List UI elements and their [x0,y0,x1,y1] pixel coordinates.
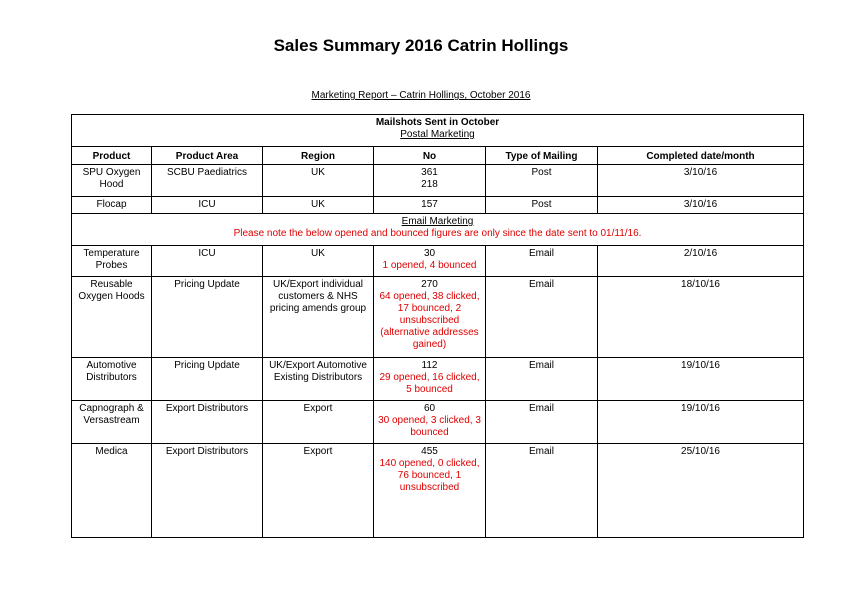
cell-date: 3/10/16 [598,165,804,197]
cell-type: Email [486,358,598,401]
cell-date: 2/10/16 [598,246,804,277]
table-row [72,358,804,401]
no-value: 361 [421,167,438,178]
cell-product: SPU Oxygen Hood [72,165,152,197]
page-title: Sales Summary 2016 Catrin Hollings [273,36,569,55]
cell-date: 19/10/16 [598,358,804,401]
table-row [72,444,804,538]
cell-type: Post [486,165,598,197]
cell-product: Temperature Probes [72,246,152,277]
email-stats: 140 opened, 0 clicked, 76 bounced, 1 unsubscribed [379,458,480,493]
no-value: 270 [421,279,438,290]
table-row [72,197,804,214]
cell-no [374,444,486,538]
cell-no [374,358,486,401]
col-header-area: Product Area [152,147,263,165]
cell-region: UK [263,246,374,277]
email-section-cell [72,214,804,246]
cell-area: Export Distributors [152,401,263,444]
table-heading-cell [72,115,804,147]
cell-product: Medica [72,444,152,538]
cell-date: 18/10/16 [598,277,804,358]
no-value: 60 [423,403,436,414]
cell-area: Pricing Update [152,358,263,401]
no-value: 455 [421,446,438,457]
cell-date: 19/10/16 [598,401,804,444]
cell-region: Export [263,401,374,444]
col-header-product: Product [72,147,152,165]
cell-area: Pricing Update [152,277,263,358]
col-header-no: No [374,147,486,165]
col-header-type: Type of Mailing [486,147,598,165]
cell-product: Flocap [72,197,152,214]
email-stats: 30 opened, 3 clicked, 3 bounced [378,415,481,438]
cell-no [374,246,486,277]
cell-date: 25/10/16 [598,444,804,538]
cell-type: Email [486,444,598,538]
email-section-label: Email Marketing [401,216,474,227]
cell-no: 157 [374,197,486,214]
no-value: 30 [423,248,436,259]
cell-area: Export Distributors [152,444,263,538]
table-row [72,277,804,358]
table-row [72,246,804,277]
no-value: 112 [421,360,438,371]
cell-no [374,165,486,197]
table-heading: Mailshots Sent in October [375,117,500,128]
col-header-date: Completed date/month [598,147,804,165]
mailshots-table [71,114,804,538]
cell-area: ICU [152,197,263,214]
table-row [72,165,804,197]
cell-type: Post [486,197,598,214]
col-header-region: Region [263,147,374,165]
cell-area: ICU [152,246,263,277]
email-stats: 64 opened, 38 clicked, 17 bounced, 2 unsubscribed (alternative addresses gained) [379,291,480,350]
email-stats: 29 opened, 16 clicked, 5 bounced [379,372,480,395]
cell-region: UK [263,197,374,214]
cell-region: Export [263,444,374,538]
report-subtitle: Marketing Report – Catrin Hollings, October 2016 [311,90,531,101]
cell-no [374,277,486,358]
email-stats: 1 opened, 4 bounced [382,260,477,271]
cell-product: Capnograph & Versastream [72,401,152,444]
cell-product: Automotive Distributors [72,358,152,401]
postal-section-label: Postal Marketing [400,129,475,140]
cell-region: UK/Export Automotive Existing Distributors [263,358,374,401]
cell-region: UK/Export individual customers & NHS pricing amends group [263,277,374,358]
cell-no [374,401,486,444]
email-note: Please note the below opened and bounced figures are only since the date sent to 01/11/16. [233,228,642,239]
cell-area: SCBU Paediatrics [152,165,263,197]
cell-type: Email [486,277,598,358]
cell-type: Email [486,401,598,444]
cell-date: 3/10/16 [598,197,804,214]
cell-product: Reusable Oxygen Hoods [72,277,152,358]
no-value-2: 218 [421,179,438,190]
cell-region: UK [263,165,374,197]
cell-type: Email [486,246,598,277]
table-row [72,401,804,444]
